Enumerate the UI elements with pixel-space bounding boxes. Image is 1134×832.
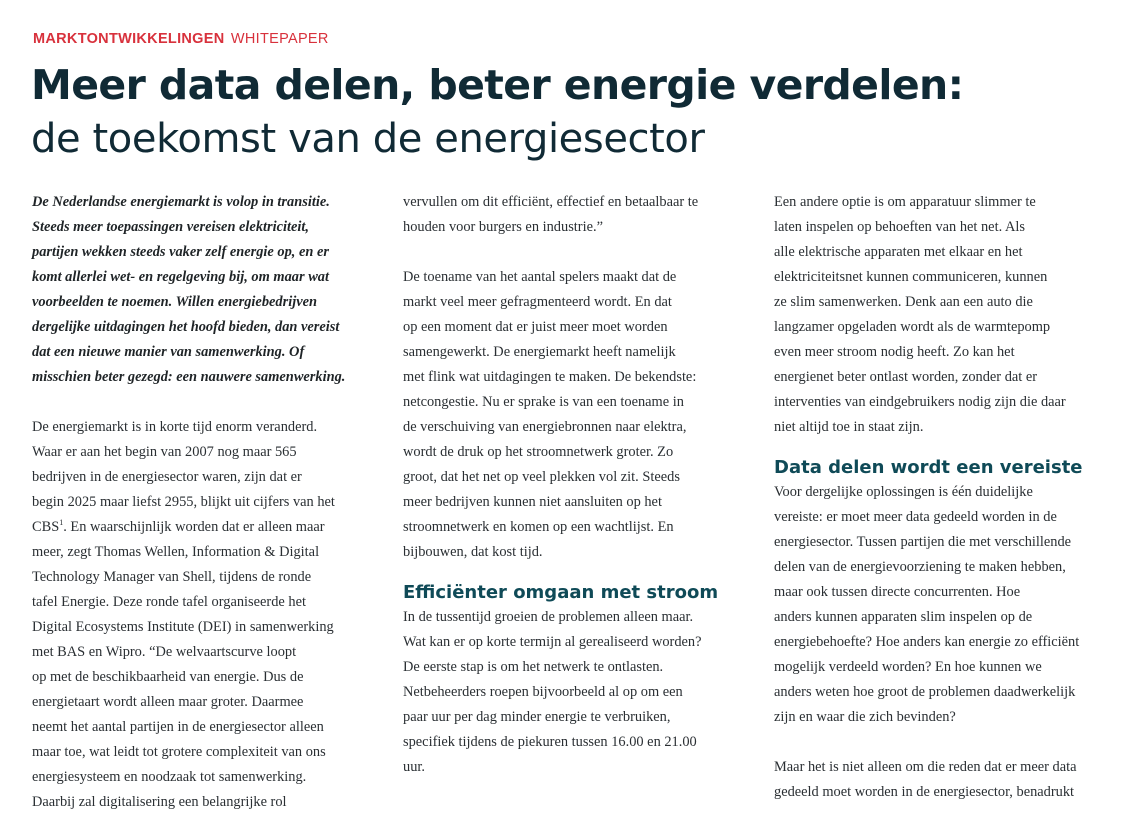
column-3 bbox=[774, 190, 1109, 805]
section-heading: Data delen wordt een vereiste bbox=[774, 457, 1083, 478]
body-line: de verschuiving van energiebronnen naar elektra, bbox=[403, 419, 687, 435]
lead-line: komt allerlei wet- en regelgeving bij, om maar wat bbox=[32, 269, 329, 285]
body-paragraph bbox=[403, 605, 738, 780]
body-line: energiesector. Tussen partijen die met verschillende bbox=[774, 534, 1072, 550]
body-line: In de tussentijd groeien de problemen alleen maar. bbox=[403, 609, 694, 625]
body-line: netcongestie. Nu er sprake is van een toename in bbox=[403, 394, 684, 410]
body-line: maar ook tussen directe concurrenten. Hoe bbox=[774, 584, 1021, 600]
body-paragraph bbox=[774, 190, 1109, 440]
body-line: meer, zegt Thomas Wellen, Information & Digital bbox=[32, 544, 320, 560]
footnote-marker: 1 bbox=[59, 518, 64, 527]
body-line: met BAS en Wipro. “De welvaartscurve loopt bbox=[32, 644, 297, 660]
body-line: paar uur per dag minder energie te verbruiken, bbox=[403, 709, 671, 725]
body-line: samengewerkt. De energiemarkt heeft namelijk bbox=[403, 344, 676, 360]
body-line: Maar het is niet alleen om die reden dat er meer data bbox=[774, 759, 1077, 775]
body-line: niet altijd toe in staat zijn. bbox=[774, 419, 924, 435]
body-line: tafel Energie. Deze ronde tafel organiseerde het bbox=[32, 594, 306, 610]
body-line: energienet beter ontlast worden, zonder dat er bbox=[774, 369, 1038, 385]
body-line: ze slim samenwerken. Denk aan een auto die bbox=[774, 294, 1033, 310]
kicker-category: MARKTONTWIKKELINGEN bbox=[33, 31, 225, 47]
body-line: delen van de energievoorziening te maken hebben, bbox=[774, 559, 1066, 575]
body-line: alle elektrische apparaten met elkaar en het bbox=[774, 244, 1023, 260]
lead-line: Steeds meer toepassingen vereisen elektriciteit, bbox=[32, 219, 309, 235]
body-line: langzamer opgeladen wordt als de warmtepomp bbox=[774, 319, 1051, 335]
kicker bbox=[33, 31, 329, 47]
cbs-text: CBS bbox=[32, 519, 60, 535]
body-line: wordt de druk op het stroomnetwerk groter. Zo bbox=[403, 444, 674, 460]
body-line: op een moment dat er juist meer moet worden bbox=[403, 319, 668, 335]
body-line: houden voor burgers en industrie.” bbox=[403, 219, 603, 235]
body-line: begin 2025 maar liefst 2955, blijkt uit cijfers van het bbox=[32, 494, 335, 510]
body-line: neemt het aantal partijen in de energiesector alleen bbox=[32, 719, 324, 735]
body-line: laten inspelen op behoeften van het net. Als bbox=[774, 219, 1025, 235]
body-line: anders weten hoe groot de problemen daadwerkelijk bbox=[774, 684, 1076, 700]
body-line: met flink wat uitdagingen te maken. De bekendste: bbox=[403, 369, 697, 385]
body-line: De eerste stap is om het netwerk te ontlasten. bbox=[403, 659, 664, 675]
body-line: vereiste: er moet meer data gedeeld worden in de bbox=[774, 509, 1057, 525]
section-heading: Efficiënter omgaan met stroom bbox=[403, 582, 719, 603]
column-2 bbox=[403, 190, 738, 780]
body-line: Digital Ecosystems Institute (DEI) in samenwerking bbox=[32, 619, 334, 635]
body-line: elektriciteitsnet kunnen communiceren, kunnen bbox=[774, 269, 1048, 285]
lead-line: partijen wekken steeds vaker zelf energie op, en er bbox=[32, 244, 329, 260]
body-line: De energiemarkt is in korte tijd enorm veranderd. bbox=[32, 419, 318, 435]
body-line: Daarbij zal digitalisering een belangrijke rol bbox=[32, 794, 287, 810]
body-paragraph bbox=[403, 190, 738, 240]
lead-line: dat een nieuwe manier van samenwerking. Of bbox=[32, 344, 305, 360]
lead-line: misschien beter gezegd: een nauwere samenwerking. bbox=[32, 369, 346, 385]
body-line: gedeeld moet worden in de energiesector, benadrukt bbox=[774, 784, 1075, 800]
body-paragraph bbox=[403, 265, 738, 565]
kicker-type: WHITEPAPER bbox=[230, 31, 329, 47]
lead-line: voorbeelden te noemen. Willen energiebedrijven bbox=[32, 294, 317, 310]
body-line: energietaart wordt alleen maar groter. Daarmee bbox=[32, 694, 304, 710]
body-line: vervullen om dit efficiënt, effectief en betaalbaar te bbox=[403, 194, 699, 210]
lead-line: De Nederlandse energiemarkt is volop in transitie. bbox=[32, 194, 330, 210]
body-line: bijbouwen, dat kost tijd. bbox=[403, 544, 543, 560]
body-line: stroomnetwerk en komen op een wachtlijst. En bbox=[403, 519, 674, 535]
body-line: bedrijven in de energiesector waren, zijn dat er bbox=[32, 469, 302, 485]
body-line: mogelijk verdeeld worden? En hoe kunnen we bbox=[774, 659, 1042, 675]
body-line: energiebehoefte? Hoe anders kan energie zo efficiënt bbox=[774, 634, 1080, 650]
lead-paragraph bbox=[32, 190, 367, 390]
body-line: Voor dergelijke oplossingen is één duidelijke bbox=[774, 484, 1033, 500]
body-line: groot, dat het net op veel plekken vol zit. Steeds bbox=[403, 469, 680, 485]
body-line: De toename van het aantal spelers maakt dat de bbox=[403, 269, 677, 285]
body-line: Waar er aan het begin van 2007 nog maar 565 bbox=[32, 444, 297, 460]
column-1 bbox=[32, 190, 367, 815]
body-line: anders kunnen apparaten slim inspelen op de bbox=[774, 609, 1033, 625]
body-line-cbs bbox=[32, 515, 367, 540]
article-title: Meer data delen, beter energie verdelen: bbox=[31, 61, 964, 109]
body-line: Wat kan er op korte termijn al gerealiseerd worden? bbox=[403, 634, 702, 650]
lead-line: dergelijke uitdagingen het hoofd bieden, dan vereist bbox=[32, 319, 340, 335]
body-line: Netbeheerders roepen bijvoorbeeld al op om een bbox=[403, 684, 683, 700]
body-line: markt veel meer gefragmenteerd wordt. En dat bbox=[403, 294, 672, 310]
body-line: even meer stroom nodig heeft. Zo kan het bbox=[774, 344, 1015, 360]
body-line: meer bedrijven kunnen niet aansluiten op het bbox=[403, 494, 662, 510]
body-line: Een andere optie is om apparatuur slimmer te bbox=[774, 194, 1036, 210]
body-line: specifiek tijdens de piekuren tussen 16.00 en 21.00 bbox=[403, 734, 697, 750]
body-line: maar toe, wat leidt tot grotere complexiteit van ons bbox=[32, 744, 326, 760]
body-line: zijn en waar die zich bevinden? bbox=[774, 709, 956, 725]
article-subtitle: de toekomst van de energiesector bbox=[31, 116, 705, 162]
body-line: uur. bbox=[403, 759, 425, 775]
body-line: interventies van eindgebruikers nodig zijn die daar bbox=[774, 394, 1066, 410]
body-line: op met de beschikbaarheid van energie. Dus de bbox=[32, 669, 304, 685]
cbs-line-rest: . En waarschijnlijk worden dat er alleen maar bbox=[63, 519, 325, 535]
body-paragraph bbox=[32, 415, 367, 815]
body-paragraph bbox=[774, 755, 1109, 805]
body-line: Technology Manager van Shell, tijdens de ronde bbox=[32, 569, 312, 585]
body-paragraph bbox=[774, 480, 1109, 730]
body-line: energiesysteem en noodzaak tot samenwerking. bbox=[32, 769, 307, 785]
